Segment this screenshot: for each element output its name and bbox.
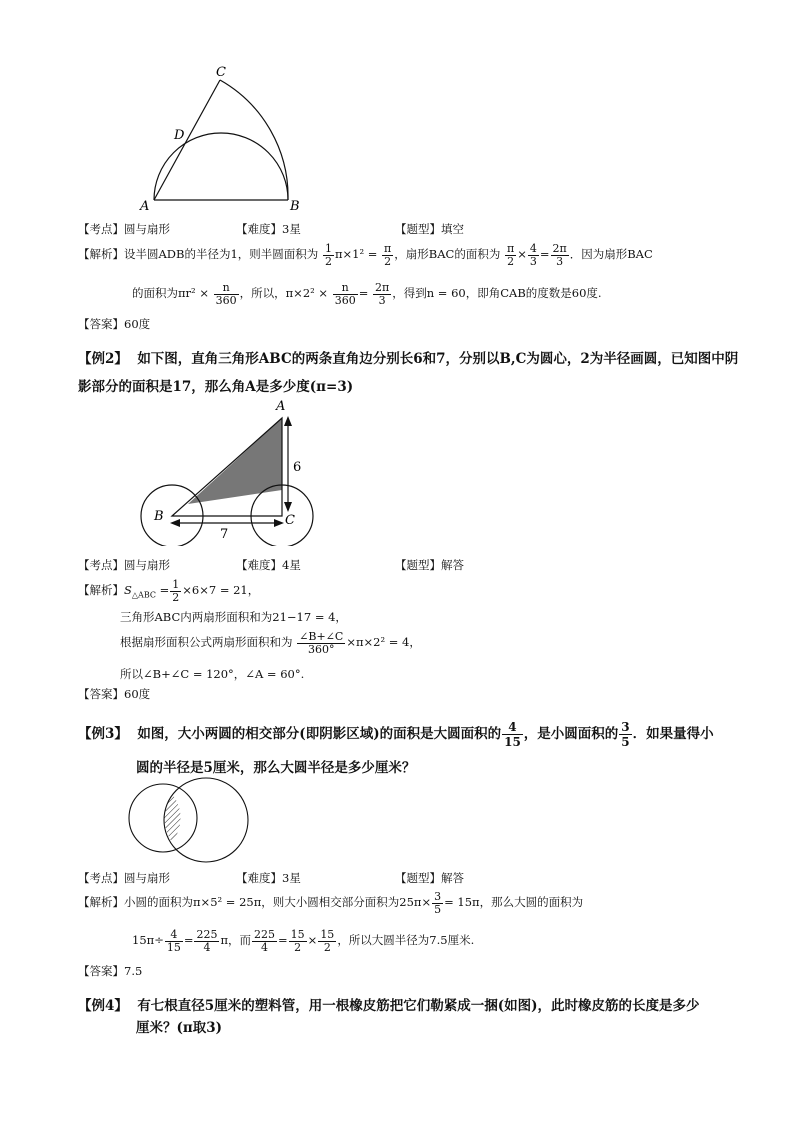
solution-1-line-2 (132, 279, 602, 307)
meta-kaodian-3: 【考点】圆与扇形 (78, 871, 170, 885)
semicircle-arc (154, 133, 288, 200)
meta-tixing-1: 【题型】填空 (395, 222, 464, 236)
arrow-7-left (170, 519, 180, 527)
label-A: A (276, 399, 286, 414)
fraction: $\frac{4}{3}$ (529, 241, 537, 268)
label-C: C (216, 65, 226, 80)
question-3-line-2: 圆的半径是5厘米，那么大圆半径是多少厘米？ (136, 760, 416, 776)
solution-2-line-1 (78, 576, 259, 609)
question-tag: 【例3】 (78, 726, 128, 742)
fraction: $\frac{1}{2}$ (172, 577, 180, 604)
fraction: $\frac{15}{2}$ (320, 927, 335, 954)
label-B: B (154, 509, 164, 524)
meta-tixing-2: 【题型】解答 (395, 558, 464, 572)
solution-3-line-1 (78, 888, 583, 916)
solution-3-line-2 (132, 926, 474, 954)
text: = (278, 933, 288, 947)
text: ×6×7 = 21， (182, 583, 260, 597)
text: = 15π，那么大圆的面积为 (444, 895, 584, 909)
text: ，得到n = 60，即角CAB的度数是60度. (392, 286, 602, 300)
small-circle (129, 784, 197, 852)
meta-kaodian-2: 【考点】圆与扇形 (78, 558, 170, 572)
solution-2-line-4: 所以∠B+∠C = 120°，∠A = 60°. (120, 667, 305, 681)
fraction: $\frac{1}{2}$ (324, 241, 332, 268)
meta-nandu-3: 【难度】3星 (236, 871, 301, 885)
question-4-line-2: 厘米？(π取3) (136, 1020, 223, 1036)
solution-tag: 【解析】 (78, 247, 124, 261)
text: 根据扇形面积公式两扇形面积和为 (120, 635, 293, 649)
fraction: $\frac{\pi}{2}$ (506, 241, 515, 268)
fraction: $\frac{2\pi}{3}$ (552, 241, 567, 268)
text: ，是小圆面积的 (523, 726, 619, 742)
sector-arc-CB (220, 80, 288, 200)
meta-nandu-2: 【难度】4星 (236, 558, 301, 572)
text: = (539, 247, 550, 261)
meta-tixing-3: 【题型】解答 (395, 871, 464, 885)
arrow-6-bottom (284, 502, 292, 512)
solution-2-line-3 (120, 628, 421, 656)
fraction: $\frac{2\pi}{3}$ (375, 280, 390, 307)
label-7: 7 (220, 527, 229, 542)
question-text: 如下图，直角三角形ABC的两条直角边分别长6和7，分别以B,C为圆心，2为半径画圆，已知图中阴影部分的面积是17，那么角A是多少度(π=3) (78, 351, 739, 395)
text: 小圆的面积为π×5² = 25π，则大小圆相交部分面积为25π× (124, 895, 432, 909)
text: △ABC (131, 590, 156, 600)
solution-tag: 【解析】 (78, 583, 124, 597)
text: π×1² = (334, 247, 378, 261)
fraction: $\frac{\angle B+\angle C}{360^\circ}$ (299, 629, 344, 656)
solution-2-line-2: 三角形ABC内两扇形面积和为21−17 = 4， (120, 610, 347, 624)
text: 设半圆ADB的半径为1，则半圆面积为 (124, 247, 319, 261)
figure-right-triangle-circles (130, 396, 330, 546)
fraction: $\frac{n}{360}$ (215, 280, 237, 307)
label-D: D (174, 128, 185, 143)
text: S (124, 583, 132, 597)
answer-2: 【答案】60度 (78, 687, 151, 701)
label-6: 6 (293, 460, 302, 475)
text: 如图，大小两圆的相交部分(即阴影区域)的面积是大圆面积的 (137, 726, 502, 742)
segment-AC (154, 80, 220, 200)
text: ．因为扇形BAC (569, 247, 653, 261)
arrow-6-top (284, 416, 292, 426)
text: ，所以大圆半径为7.5厘米. (337, 933, 475, 947)
text: ×π×2² = 4， (346, 635, 421, 649)
text: = (183, 933, 194, 947)
fraction: $\frac{4}{15}$ (504, 720, 521, 749)
question-tag: 【例4】 (78, 998, 128, 1014)
text: ，扇形BAC的面积为 (394, 247, 501, 261)
solution-1-line-1 (78, 240, 653, 268)
text: 的面积为πr² × (132, 286, 209, 300)
label-B: B (290, 199, 300, 212)
text: 有七根直径5厘米的塑料管，用一根橡皮筋把它们勒紧成一捆(如图)，此时橡皮筋的长度是多少 (137, 998, 700, 1014)
text: ，所以，π×2² × (239, 286, 329, 300)
fraction: $\frac{3}{5}$ (434, 889, 442, 916)
question-tag: 【例2】 (78, 351, 128, 367)
answer-1: 【答案】60度 (78, 317, 151, 331)
figure-two-circles (125, 772, 255, 867)
arrow-7-right (274, 519, 284, 527)
meta-nandu-1: 【难度】3星 (236, 222, 301, 236)
meta-kaodian-1: 【考点】圆与扇形 (78, 222, 170, 236)
text: = (358, 286, 369, 300)
fraction: $\frac{15}{2}$ (290, 927, 305, 954)
text: = (159, 583, 170, 597)
fraction: $\frac{225}{4}$ (254, 927, 276, 954)
text: 15π÷ (132, 933, 164, 947)
answer-3: 【答案】7.5 (78, 964, 143, 978)
fraction: $\frac{4}{15}$ (166, 927, 181, 954)
text: × (307, 933, 318, 947)
question-2 (78, 345, 748, 401)
figure-semicircle-sector (130, 60, 310, 212)
text: π，而 (220, 933, 252, 947)
text: × (517, 247, 527, 261)
question-3-line-1 (78, 720, 714, 749)
fraction: $\frac{\pi}{2}$ (384, 241, 392, 268)
text: ．如果量得小 (632, 726, 714, 742)
fraction: $\frac{3}{5}$ (621, 720, 630, 749)
fraction: $\frac{n}{360}$ (334, 280, 356, 307)
label-C: C (285, 513, 295, 528)
fraction: $\frac{225}{4}$ (196, 927, 218, 954)
label-A: A (140, 199, 150, 212)
solution-tag: 【解析】 (78, 895, 124, 909)
